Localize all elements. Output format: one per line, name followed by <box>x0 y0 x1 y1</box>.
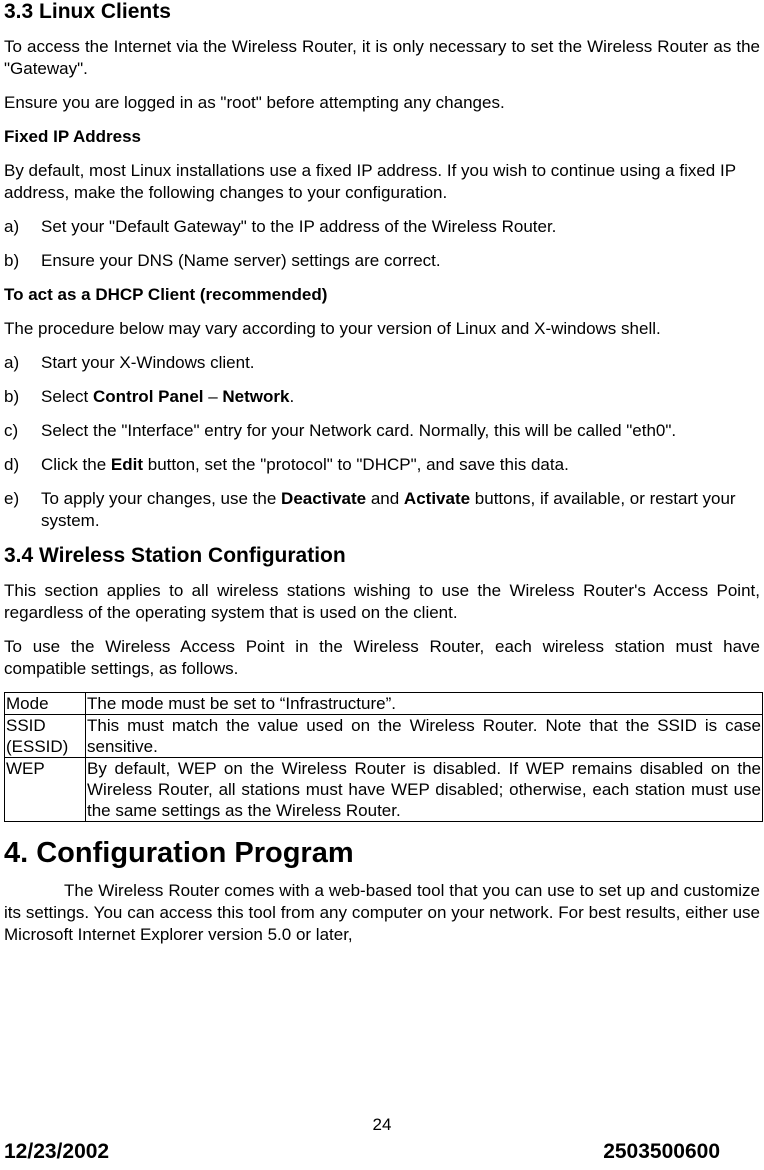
list-item-label: a) <box>4 217 20 236</box>
text-run: and <box>366 489 404 508</box>
list-item-text: Start your X-Windows client. <box>41 353 255 372</box>
list-item <box>4 454 760 476</box>
text-run: . <box>289 387 295 406</box>
paragraph: To use the Wireless Access Point in the Wireless Router, each wireless station must have compatible settings, as follows. <box>4 637 760 678</box>
list-item <box>4 216 760 238</box>
list-item-text <box>41 488 760 532</box>
footer-date: 12/23/2002 <box>4 1140 110 1163</box>
list-item-label: d) <box>4 455 20 474</box>
text-run: buttons, if available, or restart your system. <box>41 489 736 530</box>
list-item-label: e) <box>4 489 20 508</box>
settings-table <box>4 692 763 822</box>
section-heading-wireless-station: 3.4 Wireless Station Configuration <box>4 544 346 567</box>
paragraph: The Wireless Router comes with a web-based tool that you can use to set up and customize its settings. You can access this tool from any computer on your network. For best results, either use Microsoft Internet Explorer version 5.0 or later, <box>4 881 760 944</box>
table-cell-value: By default, WEP on the Wireless Router is disabled. If WEP remains disabled on the Wireless Router, all stations must have WEP disabled; otherwise, each station must use the same settings as the Wireless Router. <box>87 759 761 820</box>
text-run: – <box>203 387 223 406</box>
ui-term-activate: Activate <box>403 489 471 508</box>
list-item <box>4 488 760 532</box>
table-cell-setting: Mode <box>5 693 86 715</box>
page-number: 24 <box>372 1115 392 1134</box>
list-item-label: b) <box>4 387 20 406</box>
table-row <box>5 693 763 715</box>
section-heading-linux-clients: 3.3 Linux Clients <box>4 0 171 23</box>
footer-doc-number: 2503500600 <box>603 1140 720 1163</box>
paragraph: This section applies to all wireless stations wishing to use the Wireless Router's Access Point, regardless of the operating system that is used on the client. <box>4 581 760 622</box>
paragraph: Ensure you are logged in as "root" before attempting any changes. <box>4 93 505 112</box>
paragraph: To access the Internet via the Wireless Router, it is only necessary to set the Wireless Router as the "Gateway". <box>4 37 760 78</box>
list-item-text <box>41 454 760 476</box>
table-row <box>5 715 763 758</box>
text-run: Click the <box>41 455 111 474</box>
list-item-label: b) <box>4 251 20 270</box>
paragraph: The procedure below may vary according to your version of Linux and X-windows shell. <box>4 319 661 338</box>
list-item-text: Select the "Interface" entry for your Network card. Normally, this will be called "eth0". <box>41 421 677 440</box>
list-item <box>4 352 760 374</box>
list-item <box>4 420 760 442</box>
table-row <box>5 758 763 822</box>
ui-term-deactivate: Deactivate <box>281 489 367 508</box>
text-run: Select <box>41 387 93 406</box>
chapter-heading-configuration-program: 4. Configuration Program <box>4 837 354 869</box>
table-cell-value: This must match the value used on the Wireless Router. Note that the SSID is case sensitive. <box>87 716 761 756</box>
ui-term-edit: Edit <box>110 455 144 474</box>
list-item <box>4 250 760 272</box>
text-run: button, set the "protocol" to "DHCP", and save this data. <box>143 455 569 474</box>
table-cell-setting: WEP <box>5 758 86 822</box>
list-item-text <box>41 386 760 408</box>
ui-term-control-panel: Control Panel <box>92 387 204 406</box>
table-cell-setting: SSID (ESSID) <box>5 715 86 758</box>
subheading-fixed-ip: Fixed IP Address <box>4 127 141 146</box>
table-cell-value: The mode must be set to “Infrastructure”. <box>86 693 763 715</box>
list-item-label: a) <box>4 353 20 372</box>
subheading-dhcp-client: To act as a DHCP Client (recommended) <box>4 285 328 304</box>
list-item-label: c) <box>4 421 19 440</box>
list-item-text: Set your "Default Gateway" to the IP address of the Wireless Router. <box>41 217 557 236</box>
ui-term-network: Network <box>222 387 290 406</box>
list-item <box>4 386 760 408</box>
document-page <box>4 0 760 946</box>
paragraph: By default, most Linux installations use a fixed IP address. If you wish to continue using a fixed IP address, make the following changes to your configuration. <box>4 161 736 202</box>
list-item-text: Ensure your DNS (Name server) settings are correct. <box>41 251 441 270</box>
page-footer <box>4 1140 760 1164</box>
text-run: To apply your changes, use the <box>41 489 282 508</box>
